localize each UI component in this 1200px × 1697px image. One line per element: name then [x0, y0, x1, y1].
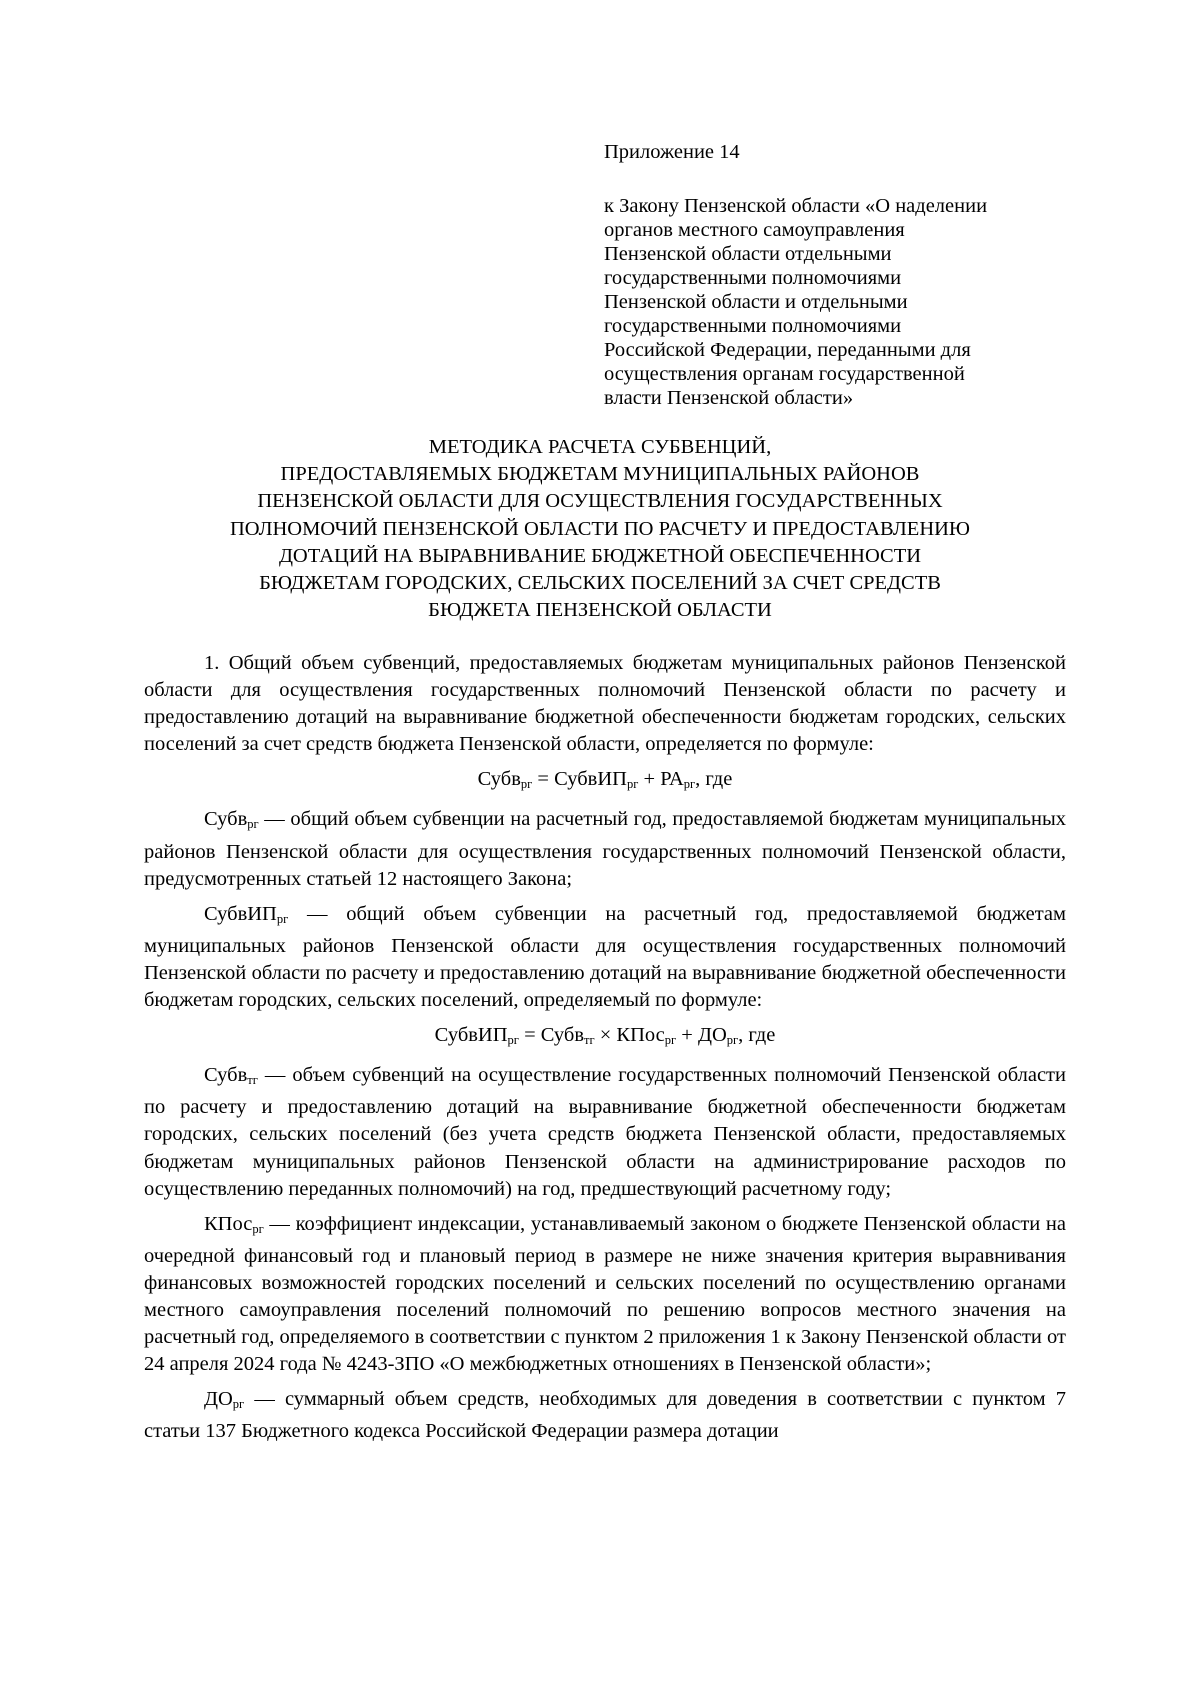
- formula-subscript: тг: [584, 1033, 595, 1048]
- formula-tail: , где: [695, 768, 733, 791]
- reference-line: государственными полномочиями: [604, 267, 902, 289]
- formula-tail: , где: [738, 1024, 776, 1047]
- formula-term: Субв: [477, 768, 521, 791]
- formula-term: СубвИП: [554, 768, 627, 791]
- formula-subscript: рг: [664, 1033, 677, 1048]
- title-line: ПОЛНОМОЧИЙ ПЕНЗЕНСКОЙ ОБЛАСТИ ПО РАСЧЕТУ И ПРЕДОСТАВЛЕНИЮ: [230, 517, 970, 540]
- title-line: ДОТАЦИЙ НА ВЫРАВНИВАНИЕ БЮДЖЕТНОЙ ОБЕСПЕЧЕННОСТИ: [278, 544, 922, 567]
- definition-text: — общий объем субвенции на расчетный год, предоставляемой бюджетам муниципальных районов Пензенской области для осуществления государственных полномочий Пензенской области, предусмотренных статьей 12 настоящего Закона;: [144, 808, 1066, 890]
- definition-subscript: тг: [247, 1073, 258, 1088]
- definition-term: ДО: [204, 1388, 233, 1411]
- reference-line: Российской Федерации, переданными для: [604, 339, 971, 361]
- appendix-number: Приложение 14: [604, 141, 740, 163]
- definition-subscript: рг: [276, 911, 289, 926]
- paragraph-1: 1. Общий объем субвенций, предоставляемых бюджетам муниципальных районов Пензенской области для осуществления государственных полномочий Пензенской области по расчету и предоставлению дотаций на выравнивание бюджетной обеспеченности бюджетам городских, сельских поселений за счет средств бюджета Пензенской области, определяется по формуле:: [144, 652, 1066, 756]
- formula-operator: =: [532, 768, 555, 791]
- definition-term: КПос: [204, 1212, 253, 1235]
- definition-term: Субв: [204, 1064, 248, 1087]
- definition-subscript: рг: [232, 1397, 245, 1412]
- document-body: [144, 650, 1066, 1445]
- definition-4: [144, 1211, 1066, 1379]
- formula-operator: ×: [594, 1024, 617, 1047]
- formula-term: Субв: [540, 1024, 585, 1047]
- formula-subscript: рг: [726, 1033, 739, 1048]
- title-line: БЮДЖЕТАМ ГОРОДСКИХ, СЕЛЬСКИХ ПОСЕЛЕНИЙ ЗА СЧЕТ СРЕДСТВ: [259, 572, 941, 595]
- reference-line: Пензенской области и отдельными: [604, 291, 908, 313]
- title-line: МЕТОДИКА РАСЧЕТА СУБВЕНЦИЙ,: [428, 436, 772, 458]
- reference-line: государственными полномочиями: [604, 315, 902, 337]
- definition-text: — общий объем субвенции на расчетный год, предоставляемой бюджетам муниципальных районов Пензенской области для осуществления государственных полномочий Пензенской области по расчету и предоставлению дотаций на выравнивание бюджетной обеспеченности бюджетам городских, сельских поселений, определяемый по формуле:: [144, 902, 1066, 1012]
- formula-operator: =: [518, 1024, 541, 1047]
- definition-subscript: рг: [247, 817, 259, 832]
- formula-2: [144, 1022, 1066, 1054]
- formula-subscript: рг: [626, 777, 639, 792]
- definition-text: — объем субвенций на осуществление государственных полномочий Пензенской области по расчету и предоставлению дотаций на выравнивание бюджетной обеспеченности бюджетам городских, сельских поселений (без учета средств бюджета Пензенской области, предоставляемых бюджетам муниципальных районов Пензенской области на администрирование расходов по осуществлению переданных полномочий) на год, предшествующий расчетному году;: [144, 1064, 1066, 1200]
- definition-1: [144, 806, 1066, 892]
- reference-line: к Закону Пензенской области «О наделении: [604, 195, 988, 217]
- title-line: ПРЕДОСТАВЛЯЕМЫХ БЮДЖЕТАМ МУНИЦИПАЛЬНЫХ РАЙОНОВ: [280, 463, 920, 486]
- reference-line: Пензенской области отдельными: [604, 243, 892, 265]
- formula-operator: +: [638, 768, 661, 791]
- formula-term: ДО: [697, 1024, 727, 1047]
- formula-subscript: рг: [683, 777, 696, 792]
- formula-subscript: рг: [520, 777, 533, 792]
- reference-line: власти Пензенской области»: [604, 387, 854, 409]
- definition-term: СубвИП: [204, 902, 277, 925]
- definition-text: — коэффициент индексации, устанавливаемый законом о бюджете Пензенской области на очередной финансовый год и плановый период в размере не ниже значения критерия выравнивания финансовых возможностей городских поселений и сельских поселений по осуществлению органами местного самоуправления поселений полномочий по решению вопросов местного значения на расчетный год, определяемого в соответствии с пунктом 2 приложения 1 к Закону Пензенской области от 24 апреля 2024 года № 4243-ЗПО «О межбюджетных отношениях в Пензенской области»;: [144, 1212, 1066, 1376]
- title-line: БЮДЖЕТА ПЕНЗЕНСКОЙ ОБЛАСТИ: [428, 599, 772, 622]
- formula-term: РА: [660, 768, 684, 791]
- definition-2: [144, 901, 1066, 1014]
- appendix-reference: [604, 194, 1084, 410]
- definition-text: — суммарный объем средств, необходимых для доведения в соответствии с пунктом 7 статьи 137 Бюджетного кодекса Российской Федерации размера дотации: [144, 1388, 1066, 1443]
- definition-5: [144, 1386, 1066, 1445]
- definition-3: [144, 1062, 1066, 1202]
- definition-subscript: рг: [252, 1221, 264, 1236]
- formula-1: [144, 766, 1066, 798]
- formula-subscript: рг: [507, 1033, 519, 1048]
- document-title: [130, 434, 1070, 624]
- formula-operator: +: [676, 1024, 698, 1047]
- reference-line: осуществления органам государственной: [604, 363, 965, 385]
- definition-term: Субв: [204, 808, 248, 831]
- title-line: ПЕНЗЕНСКОЙ ОБЛАСТИ ДЛЯ ОСУЩЕСТВЛЕНИЯ ГОСУДАРСТВЕННЫХ: [257, 490, 943, 513]
- formula-term: КПос: [616, 1024, 665, 1047]
- reference-line: органов местного самоуправления: [604, 219, 905, 241]
- formula-term: СубвИП: [434, 1024, 508, 1047]
